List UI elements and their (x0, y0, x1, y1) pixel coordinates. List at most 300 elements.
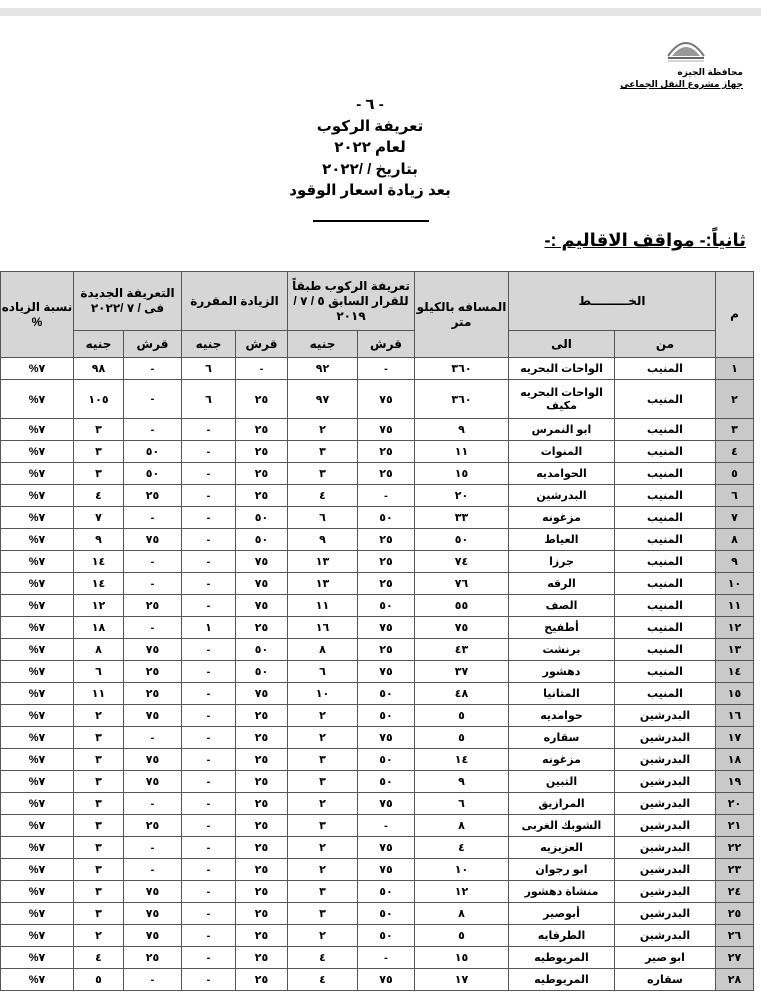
old-pound-cell: ٢ (288, 705, 358, 727)
increase-pct-cell: %٧ (1, 749, 74, 771)
old-pound-cell: ٣ (288, 815, 358, 837)
header-new-pound: جنيه (74, 331, 124, 358)
increase-qirsh-cell: ٧٥ (236, 551, 288, 573)
increase-pct-cell: %٧ (1, 463, 74, 485)
to-cell: التبين (509, 771, 615, 793)
row-number: ٦ (716, 485, 754, 507)
table-row (1, 507, 754, 529)
to-cell: المتانيا (509, 683, 615, 705)
table-row (1, 749, 754, 771)
from-cell: البدرشين (615, 859, 716, 881)
new-pound-cell: ١٠٥ (74, 380, 124, 419)
table-row (1, 573, 754, 595)
new-qirsh-cell: - (124, 419, 182, 441)
row-number: ١ (716, 358, 754, 380)
table-row (1, 529, 754, 551)
new-qirsh-cell: ٢٥ (124, 947, 182, 969)
increase-pct-cell: %٧ (1, 551, 74, 573)
row-number: ٢٨ (716, 969, 754, 991)
new-qirsh-cell: ٢٥ (124, 815, 182, 837)
row-number: ٥ (716, 463, 754, 485)
to-cell: مزغونه (509, 507, 615, 529)
increase-qirsh-cell: ٢٥ (236, 727, 288, 749)
increase-pct-cell: %٧ (1, 380, 74, 419)
new-qirsh-cell: - (124, 507, 182, 529)
row-number: ٣ (716, 419, 754, 441)
from-cell: المنيب (615, 661, 716, 683)
increase-qirsh-cell: ٥٠ (236, 639, 288, 661)
increase-qirsh-cell: ٢٥ (236, 705, 288, 727)
distance-cell: ٥٥ (415, 595, 509, 617)
from-cell: المنيب (615, 380, 716, 419)
new-pound-cell: ٣ (74, 837, 124, 859)
increase-qirsh-cell: ٧٥ (236, 683, 288, 705)
to-cell: دهشور (509, 661, 615, 683)
increase-qirsh-cell: ٢٥ (236, 793, 288, 815)
row-number: ٢٦ (716, 925, 754, 947)
old-pound-cell: ١١ (288, 595, 358, 617)
new-pound-cell: ٤ (74, 947, 124, 969)
table-row (1, 969, 754, 991)
old-pound-cell: ٣ (288, 463, 358, 485)
increase-qirsh-cell: ٢٥ (236, 881, 288, 903)
new-qirsh-cell: ٢٥ (124, 661, 182, 683)
increase-pound-cell: - (182, 441, 236, 463)
table-row (1, 463, 754, 485)
old-pound-cell: ٢ (288, 925, 358, 947)
title-year: لعام ٢٠٢٢ (334, 139, 406, 156)
distance-cell: ٣٦٠ (415, 380, 509, 419)
title-date: بتاريخ / /٢٠٢٢ (322, 160, 418, 178)
header-old-fare: تعريفة الركوب طبقاً للقرار السابق ٥ / ٧ / ٢٠١٩ (288, 272, 415, 331)
increase-qirsh-cell: ٢٥ (236, 419, 288, 441)
old-pound-cell: ٣ (288, 441, 358, 463)
row-number: ١٧ (716, 727, 754, 749)
new-pound-cell: ٣ (74, 859, 124, 881)
old-qirsh-cell: - (358, 815, 415, 837)
distance-cell: ١٠ (415, 859, 509, 881)
table-row (1, 683, 754, 705)
increase-pct-cell: %٧ (1, 815, 74, 837)
table-row (1, 925, 754, 947)
increase-pound-cell: - (182, 859, 236, 881)
old-qirsh-cell: ٢٥ (358, 551, 415, 573)
new-pound-cell: ١٨ (74, 617, 124, 639)
new-pound-cell: ٢ (74, 925, 124, 947)
to-cell: الطرفايه (509, 925, 615, 947)
new-qirsh-cell: ٥٠ (124, 441, 182, 463)
distance-cell: ٥٠ (415, 529, 509, 551)
old-qirsh-cell: ٧٥ (358, 969, 415, 991)
from-cell: المنيب (615, 683, 716, 705)
header-line: الخـــــــــط (509, 272, 716, 331)
old-qirsh-cell: ٥٠ (358, 903, 415, 925)
row-number: ٢١ (716, 815, 754, 837)
document-titles (220, 94, 520, 202)
from-cell: ابو صير (615, 947, 716, 969)
row-number: ٢٤ (716, 881, 754, 903)
from-cell: المنيب (615, 595, 716, 617)
from-cell: البدرشين (615, 925, 716, 947)
table-row (1, 727, 754, 749)
new-qirsh-cell: - (124, 380, 182, 419)
new-qirsh-cell: ٢٥ (124, 485, 182, 507)
row-number: ٢ (716, 380, 754, 419)
table-row (1, 793, 754, 815)
distance-cell: ١٧ (415, 969, 509, 991)
row-number: ١٣ (716, 639, 754, 661)
old-qirsh-cell: ٥٠ (358, 925, 415, 947)
increase-pct-cell: %٧ (1, 925, 74, 947)
row-number: ٨ (716, 529, 754, 551)
old-pound-cell: ٤ (288, 969, 358, 991)
new-pound-cell: ١٢ (74, 595, 124, 617)
new-pound-cell: ١١ (74, 683, 124, 705)
increase-pound-cell: - (182, 507, 236, 529)
new-qirsh-cell: - (124, 358, 182, 380)
to-cell: الرقه (509, 573, 615, 595)
increase-pound-cell: - (182, 661, 236, 683)
to-cell: سقاره (509, 727, 615, 749)
new-qirsh-cell: ٧٥ (124, 881, 182, 903)
increase-pound-cell: - (182, 815, 236, 837)
old-qirsh-cell: ٥٠ (358, 683, 415, 705)
increase-pct-cell: %٧ (1, 727, 74, 749)
increase-qirsh-cell: ٥٠ (236, 661, 288, 683)
old-pound-cell: ٩٧ (288, 380, 358, 419)
increase-qirsh-cell: ٢٥ (236, 380, 288, 419)
to-cell: المريوطيه (509, 969, 615, 991)
from-cell: البدرشين (615, 705, 716, 727)
old-pound-cell: ٣ (288, 771, 358, 793)
header-num: م (716, 272, 754, 358)
old-qirsh-cell: ٧٥ (358, 617, 415, 639)
from-cell: البدرشين (615, 881, 716, 903)
new-pound-cell: ٥ (74, 969, 124, 991)
new-pound-cell: ٣ (74, 903, 124, 925)
old-qirsh-cell: ٥٠ (358, 507, 415, 529)
increase-pound-cell: - (182, 419, 236, 441)
to-cell: الحوامديه (509, 463, 615, 485)
new-pound-cell: ١٤ (74, 573, 124, 595)
from-cell: البدرشين (615, 771, 716, 793)
increase-qirsh-cell: ٥٠ (236, 529, 288, 551)
old-qirsh-cell: ٢٥ (358, 573, 415, 595)
from-cell: المنيب (615, 485, 716, 507)
old-pound-cell: ٢ (288, 837, 358, 859)
from-cell: المنيب (615, 463, 716, 485)
old-qirsh-cell: ٥٠ (358, 749, 415, 771)
agency-name: جهاز مشروع النقل الجماعى (620, 79, 743, 89)
fare-table (0, 271, 754, 991)
increase-qirsh-cell: ٥٠ (236, 507, 288, 529)
new-qirsh-cell: - (124, 793, 182, 815)
to-cell: الواحات البحريه مكيف (509, 380, 615, 419)
increase-qirsh-cell: ٢٥ (236, 925, 288, 947)
row-number: ٢٥ (716, 903, 754, 925)
distance-cell: ٧٥ (415, 617, 509, 639)
increase-pound-cell: - (182, 903, 236, 925)
header-old-pound: جنيه (288, 331, 358, 358)
row-number: ١١ (716, 595, 754, 617)
increase-pct-cell: %٧ (1, 507, 74, 529)
row-number: ١٤ (716, 661, 754, 683)
increase-qirsh-cell: ٢٥ (236, 815, 288, 837)
table-row (1, 837, 754, 859)
old-pound-cell: ٢ (288, 419, 358, 441)
from-cell: المنيب (615, 441, 716, 463)
new-qirsh-cell: ٧٥ (124, 639, 182, 661)
old-pound-cell: ٨ (288, 639, 358, 661)
to-cell: العزيزيه (509, 837, 615, 859)
to-cell: العياط (509, 529, 615, 551)
old-qirsh-cell: ٧٥ (358, 727, 415, 749)
header-to: الى (509, 331, 615, 358)
distance-cell: ٩ (415, 419, 509, 441)
to-cell: ابو رجوان (509, 859, 615, 881)
old-qirsh-cell: - (358, 485, 415, 507)
new-qirsh-cell: - (124, 551, 182, 573)
distance-cell: ٧٦ (415, 573, 509, 595)
old-pound-cell: ١٣ (288, 551, 358, 573)
increase-pct-cell: %٧ (1, 859, 74, 881)
new-pound-cell: ٣ (74, 419, 124, 441)
distance-cell: ٢٠ (415, 485, 509, 507)
row-number: ٢٣ (716, 859, 754, 881)
to-cell: أبوصير (509, 903, 615, 925)
increase-qirsh-cell: ٢٥ (236, 837, 288, 859)
increase-qirsh-cell: ٢٥ (236, 463, 288, 485)
distance-cell: ١٢ (415, 881, 509, 903)
increase-pound-cell: - (182, 529, 236, 551)
old-qirsh-cell: ٧٥ (358, 793, 415, 815)
from-cell: سقاره (615, 969, 716, 991)
increase-pound-cell: - (182, 793, 236, 815)
governorate-name: محافظة الجيزه (677, 67, 743, 77)
increase-pound-cell: ٦ (182, 358, 236, 380)
header-new-fare: التعريفة الجديدة فى / ٧ /٢٠٢٢ (74, 272, 182, 331)
increase-pct-cell: %٧ (1, 793, 74, 815)
old-qirsh-cell: - (358, 358, 415, 380)
new-pound-cell: ٩ (74, 529, 124, 551)
old-pound-cell: ٩٢ (288, 358, 358, 380)
distance-cell: ٣٧ (415, 661, 509, 683)
new-qirsh-cell: - (124, 969, 182, 991)
increase-qirsh-cell: - (236, 358, 288, 380)
header-inc-qirsh: قرش (236, 331, 288, 358)
section-heading: ثانياً:- مواقف الاقاليم :- (544, 230, 746, 250)
new-pound-cell: ٣ (74, 441, 124, 463)
increase-qirsh-cell: ٢٥ (236, 859, 288, 881)
from-cell: البدرشين (615, 727, 716, 749)
increase-pct-cell: %٧ (1, 705, 74, 727)
increase-pound-cell: - (182, 969, 236, 991)
new-qirsh-cell: ٧٥ (124, 529, 182, 551)
to-cell: المريوطيه (509, 947, 615, 969)
old-qirsh-cell: ٧٥ (358, 380, 415, 419)
table-row (1, 771, 754, 793)
to-cell: البدرشين (509, 485, 615, 507)
row-number: ١٩ (716, 771, 754, 793)
distance-cell: ٣٣ (415, 507, 509, 529)
increase-qirsh-cell: ٧٥ (236, 573, 288, 595)
increase-pound-cell: - (182, 749, 236, 771)
increase-qirsh-cell: ٢٥ (236, 617, 288, 639)
old-qirsh-cell: ٥٠ (358, 881, 415, 903)
from-cell: المنيب (615, 529, 716, 551)
table-row (1, 705, 754, 727)
row-number: ٩ (716, 551, 754, 573)
table-row (1, 947, 754, 969)
increase-pct-cell: %٧ (1, 837, 74, 859)
old-qirsh-cell: - (358, 947, 415, 969)
page-number: - ٦ - (356, 96, 384, 113)
distance-cell: ٨ (415, 903, 509, 925)
old-pound-cell: ٤ (288, 947, 358, 969)
old-pound-cell: ١٠ (288, 683, 358, 705)
old-pound-cell: ٣ (288, 881, 358, 903)
from-cell: المنيب (615, 507, 716, 529)
increase-qirsh-cell: ٢٥ (236, 771, 288, 793)
from-cell: المنيب (615, 358, 716, 380)
new-qirsh-cell: ٧٥ (124, 749, 182, 771)
increase-pct-cell: %٧ (1, 617, 74, 639)
old-pound-cell: ٩ (288, 529, 358, 551)
old-pound-cell: ٣ (288, 903, 358, 925)
to-cell: المنوات (509, 441, 615, 463)
header-increase: الزيادة المقررة (182, 272, 288, 331)
row-number: ٢٢ (716, 837, 754, 859)
increase-pct-cell: %٧ (1, 441, 74, 463)
distance-cell: ١٤ (415, 749, 509, 771)
old-qirsh-cell: ٧٥ (358, 419, 415, 441)
to-cell: منشاة دهشور (509, 881, 615, 903)
table-row (1, 358, 754, 380)
new-pound-cell: ٤ (74, 485, 124, 507)
increase-pound-cell: ١ (182, 617, 236, 639)
old-pound-cell: ٦ (288, 507, 358, 529)
from-cell: البدرشين (615, 837, 716, 859)
new-pound-cell: ٨ (74, 639, 124, 661)
from-cell: المنيب (615, 573, 716, 595)
increase-pound-cell: - (182, 485, 236, 507)
increase-qirsh-cell: ٢٥ (236, 903, 288, 925)
distance-cell: ٣٦٠ (415, 358, 509, 380)
new-qirsh-cell: - (124, 859, 182, 881)
table-row (1, 441, 754, 463)
old-pound-cell: ١٣ (288, 573, 358, 595)
increase-pct-cell: %٧ (1, 969, 74, 991)
to-cell: الصف (509, 595, 615, 617)
new-pound-cell: ٣ (74, 771, 124, 793)
increase-pct-cell: %٧ (1, 595, 74, 617)
table-row (1, 881, 754, 903)
increase-qirsh-cell: ٢٥ (236, 947, 288, 969)
increase-pct-cell: %٧ (1, 771, 74, 793)
new-pound-cell: ٢ (74, 705, 124, 727)
increase-pct-cell: %٧ (1, 485, 74, 507)
old-pound-cell: ٣ (288, 749, 358, 771)
distance-cell: ١٥ (415, 463, 509, 485)
from-cell: البدرشين (615, 749, 716, 771)
increase-pound-cell: - (182, 925, 236, 947)
row-number: ١٨ (716, 749, 754, 771)
increase-pound-cell: ٦ (182, 380, 236, 419)
increase-pound-cell: - (182, 947, 236, 969)
table-row (1, 859, 754, 881)
to-cell: المرازيق (509, 793, 615, 815)
row-number: ١٢ (716, 617, 754, 639)
header-from: من (615, 331, 716, 358)
row-number: ١٠ (716, 573, 754, 595)
to-cell: الواحات البحريه (509, 358, 615, 380)
table-row (1, 419, 754, 441)
new-qirsh-cell: ٧٥ (124, 903, 182, 925)
increase-qirsh-cell: ٢٥ (236, 749, 288, 771)
increase-qirsh-cell: ٢٥ (236, 969, 288, 991)
distance-cell: ١١ (415, 441, 509, 463)
increase-pct-cell: %٧ (1, 639, 74, 661)
from-cell: البدرشين (615, 903, 716, 925)
old-pound-cell: ٢ (288, 859, 358, 881)
table-row (1, 617, 754, 639)
new-qirsh-cell: - (124, 837, 182, 859)
to-cell: ابو النمرس (509, 419, 615, 441)
old-pound-cell: ٢ (288, 727, 358, 749)
new-pound-cell: ١٤ (74, 551, 124, 573)
old-pound-cell: ٦ (288, 661, 358, 683)
old-qirsh-cell: ٢٥ (358, 639, 415, 661)
old-qirsh-cell: ٥٠ (358, 595, 415, 617)
increase-pct-cell: %٧ (1, 419, 74, 441)
title-divider (313, 220, 429, 222)
increase-pound-cell: - (182, 683, 236, 705)
new-qirsh-cell: ٢٥ (124, 683, 182, 705)
from-cell: البدرشين (615, 815, 716, 837)
header-pct: نسبة الزياده % (1, 272, 74, 358)
to-cell: حوامديه (509, 705, 615, 727)
increase-pct-cell: %٧ (1, 683, 74, 705)
distance-cell: ٤٨ (415, 683, 509, 705)
increase-pound-cell: - (182, 573, 236, 595)
new-pound-cell: ٣ (74, 727, 124, 749)
old-pound-cell: ١٦ (288, 617, 358, 639)
table-row (1, 551, 754, 573)
new-qirsh-cell: ٧٥ (124, 705, 182, 727)
table-row (1, 380, 754, 419)
new-qirsh-cell: ٧٥ (124, 925, 182, 947)
increase-pound-cell: - (182, 551, 236, 573)
distance-cell: ٧٤ (415, 551, 509, 573)
to-cell: جرزا (509, 551, 615, 573)
table-row (1, 903, 754, 925)
row-number: ٢٧ (716, 947, 754, 969)
title-subtitle: بعد زيادة اسعار الوقود (289, 182, 451, 199)
increase-pound-cell: - (182, 727, 236, 749)
table-row (1, 815, 754, 837)
from-cell: المنيب (615, 551, 716, 573)
distance-cell: ١٥ (415, 947, 509, 969)
new-qirsh-cell: ٢٥ (124, 595, 182, 617)
new-pound-cell: ٩٨ (74, 358, 124, 380)
row-number: ١٦ (716, 705, 754, 727)
table-row (1, 485, 754, 507)
new-qirsh-cell: - (124, 617, 182, 639)
increase-qirsh-cell: ٧٥ (236, 595, 288, 617)
from-cell: المنيب (615, 617, 716, 639)
increase-pound-cell: - (182, 463, 236, 485)
distance-cell: ٥ (415, 705, 509, 727)
